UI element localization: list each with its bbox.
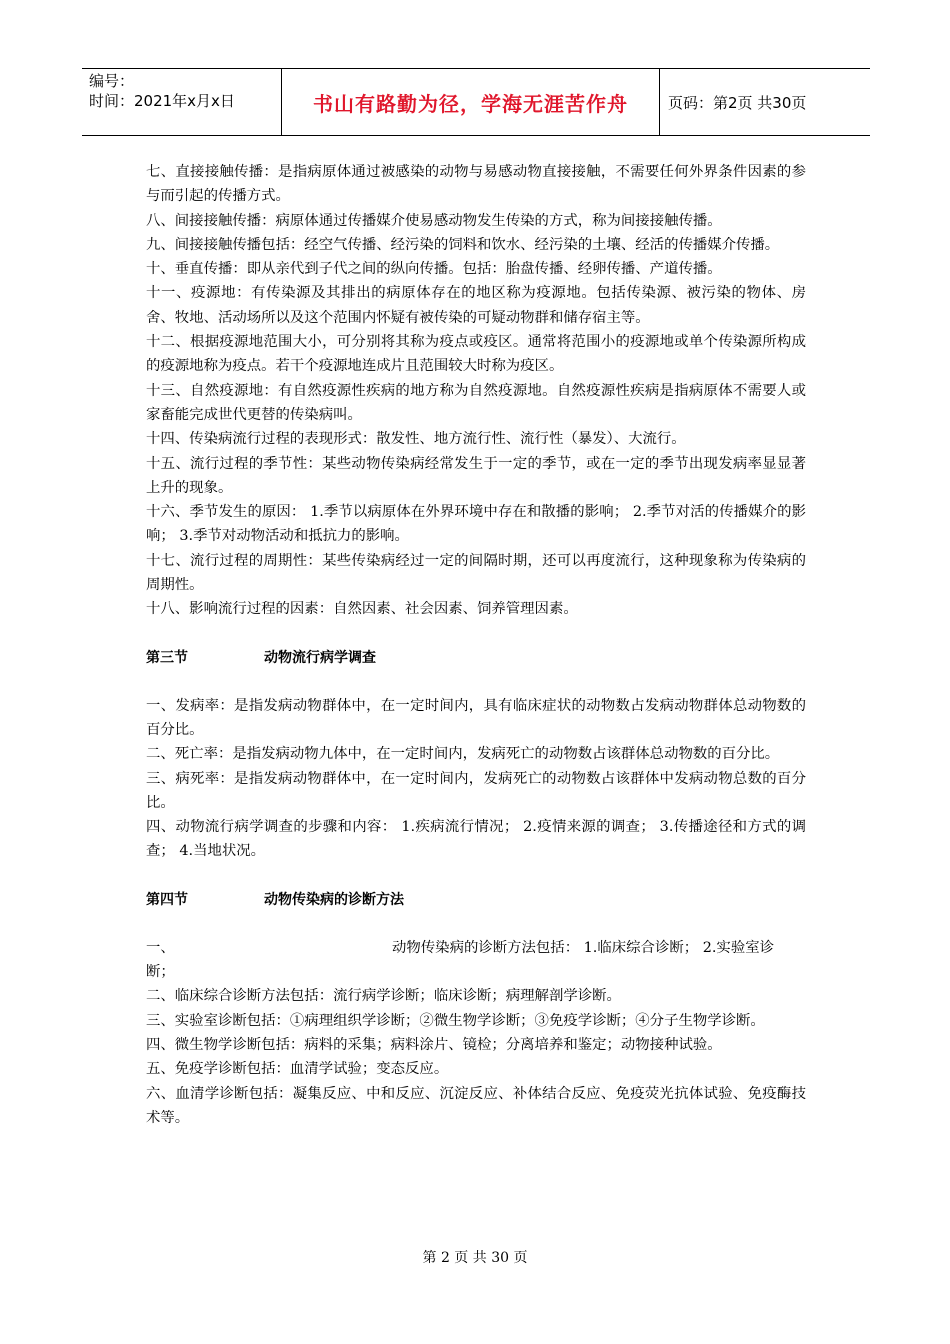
paragraph: 二、死亡率：是指发病动物九体中，在一定时间内，发病死亡的动物数占该群体总动物数的百分比。 — [146, 746, 780, 763]
page-footer: 第 2 页 共 30 页 — [422, 1250, 528, 1266]
section-title: 动物流行病学调查 — [264, 649, 376, 666]
paragraph-tail: 断； — [146, 964, 175, 981]
paragraph: 十四、传染病流行过程的表现形式：散发性、地方流行性、流行性（暴发）、大流行。 — [146, 431, 686, 448]
paragraph: 一、发病率：是指发病动物群体中，在一定时间内，具有临床症状的动物数占发病动物群体总动物数的百分比。 — [146, 697, 806, 738]
paragraph: 四、微生物学诊断包括：病料的采集；病料涂片、镜检；分离培养和鉴定；动物接种试验。 — [146, 1036, 722, 1053]
paragraph: 十二、根据疫源地范围大小，可分别将其称为疫点或疫区。通常将范围小的疫源地或单个传染源所构成的疫源地称为疫点。若干个疫源地连成片且范围较大时称为疫区。 — [146, 334, 806, 375]
paragraph: 四、动物流行病学调查的步骤和内容： 1.疾病流行情况； 2.疫情来源的调查； 3.传播途径和方式的调查； 4.当地状况。 — [146, 819, 806, 860]
paragraph: 十七、流行过程的周期性：某些传染病经过一定的间隔时期，还可以再度流行，这种现象称为传染病的周期性。 — [146, 552, 806, 594]
paragraph: 十三、自然疫源地：有自然疫源性疾病的地方称为自然疫源地。自然疫源性疾病是指病原体不需要人或家畜能完成世代更替的传染病叫。 — [146, 382, 806, 423]
paragraph: 三、实验室诊断包括：①病理组织学诊断；②微生物学诊断；③免疫学诊断；④分子生物学诊断。 — [146, 1012, 765, 1029]
header-page-label: 页码：第2页 共30页 — [668, 93, 807, 112]
item-text: 动物传染病的诊断方法包括： 1.临床综合诊断； 2.实验室诊 — [392, 939, 774, 956]
paragraph: 九、间接接触传播包括：经空气传播、经污染的饲料和饮水、经污染的土壤、经活的传播媒介传播。 — [146, 236, 780, 253]
paragraph: 十五、流行过程的季节性：某些动物传染病经常发生于一定的季节，或在一定的季节出现发病率显显著上升的现象。 — [146, 455, 806, 496]
paragraph: 三、病死率：是指发病动物群体中，在一定时间内，发病死亡的动物数占该群体中发病动物总数的百分比。 — [146, 770, 806, 811]
document-body — [146, 160, 806, 1130]
date-label: 时间：2021年x月x日 — [89, 92, 235, 110]
paragraph — [146, 936, 806, 960]
page-header — [82, 68, 870, 136]
paragraph: 十八、影响流行过程的因素：自然因素、社会因素、饲养管理因素。 — [146, 601, 578, 618]
section-heading — [146, 888, 806, 912]
item-lead: 一、 — [146, 939, 175, 956]
section-number: 第三节 — [146, 649, 188, 666]
section-heading — [146, 646, 806, 670]
paragraph: 十一、疫源地：有传染源及其排出的病原体存在的地区称为疫源地。包括传染源、被污染的物体、房舍、牧地、活动场所以及这个范围内怀疑有被传染的可疑动物群和储存宿主等。 — [146, 285, 806, 326]
section-number: 第四节 — [146, 891, 188, 908]
header-meta — [82, 69, 282, 135]
paragraph: 五、免疫学诊断包括：血清学试验；变态反应。 — [146, 1061, 449, 1078]
paragraph: 六、血清学诊断包括：凝集反应、中和反应、沉淀反应、补体结合反应、免疫荧光抗体试验、免疫酶技术等。 — [146, 1085, 806, 1126]
code-label: 编号： — [89, 72, 135, 90]
section-title: 动物传染病的诊断方法 — [264, 891, 404, 908]
paragraph: 二、临床综合诊断方法包括：流行病学诊断；临床诊断；病理解剖学诊断。 — [146, 988, 621, 1005]
paragraph: 十六、季节发生的原因： 1.季节以病原体在外界环境中存在和散播的影响； 2.季节对活的传播媒介的影响； 3.季节对动物活动和抵抗力的影响。 — [146, 504, 806, 545]
paragraph: 七、直接接触传播：是指病原体通过被感染的动物与易感动物直接接触，不需要任何外界条件因素的参与而引起的传播方式。 — [146, 164, 806, 205]
paragraph: 十、垂直传播：即从亲代到子代之间的纵向传播。包括：胎盘传播、经卵传播、产道传播。 — [146, 261, 722, 278]
paragraph: 八、间接接触传播：病原体通过传播媒介使易感动物发生传染的方式，称为间接接触传播。 — [146, 212, 722, 229]
header-motto: 书山有路勤为径，学海无涯苦作舟 — [282, 69, 660, 135]
